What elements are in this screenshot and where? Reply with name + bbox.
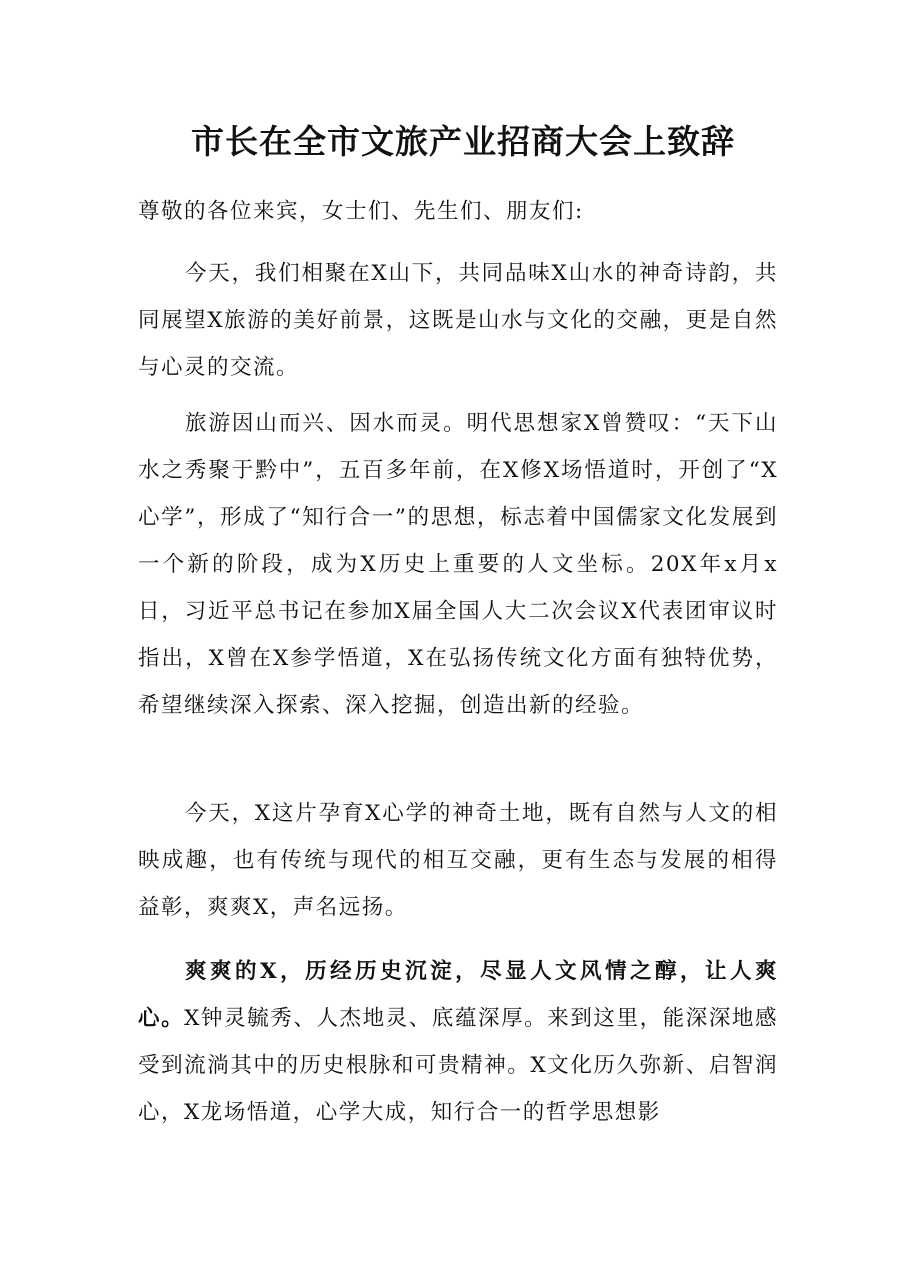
paragraph-4-bold-lead: 爽爽的X，历经历史沉淀，尽显人文风情之醇，让人爽心。 [138, 959, 778, 1031]
paragraph-3: 今天，X这片孕育X心学的神奇土地，既有自然与人文的相映成趣，也有传统与现代的相互交融，更有生态与发展的相得益彰，爽爽X，声名远扬。 [138, 801, 778, 920]
paragraph-2: 旅游因山而兴、因水而灵。明代思想家X曾赞叹：“天下山水之秀聚于黔中”，五百多年前，在X修X场悟道时，开创了“X心学”，形成了“知行合一”的思想，标志着中国儒家文化发展到一个新的阶段，成为X历史上重要的人文坐标。20X年x月x日，习近平总书记在参加X届全国人大二次会议X代表团审议时指出，X曾在X参学悟道，X在弘扬传统文化方面有独特优势，希望继续深入探索、深入挖掘，创造出新的经验。 [138, 411, 778, 718]
paragraph-1: 今天，我们相聚在X山下，共同品味X山水的神奇诗韵，共同展望X旅游的美好前景，这既是山水与文化的交融，更是自然与心灵的交流。 [138, 261, 778, 380]
salutation: 尊敬的各位来宾，女士们、先生们、朋友们: [138, 199, 584, 224]
paragraph-4-body: X钟灵毓秀、人杰地灵、底蕴深厚。来到这里，能深深地感受到流淌其中的历史根脉和可贵精神。X文化历久弥新、启智润心，X龙场悟道，心学大成，知行合一的哲学思想影 [138, 1006, 778, 1125]
paragraph-4 [138, 948, 778, 1136]
document-title: 市长在全市文旅产业招商大会上致辞 [191, 122, 735, 161]
